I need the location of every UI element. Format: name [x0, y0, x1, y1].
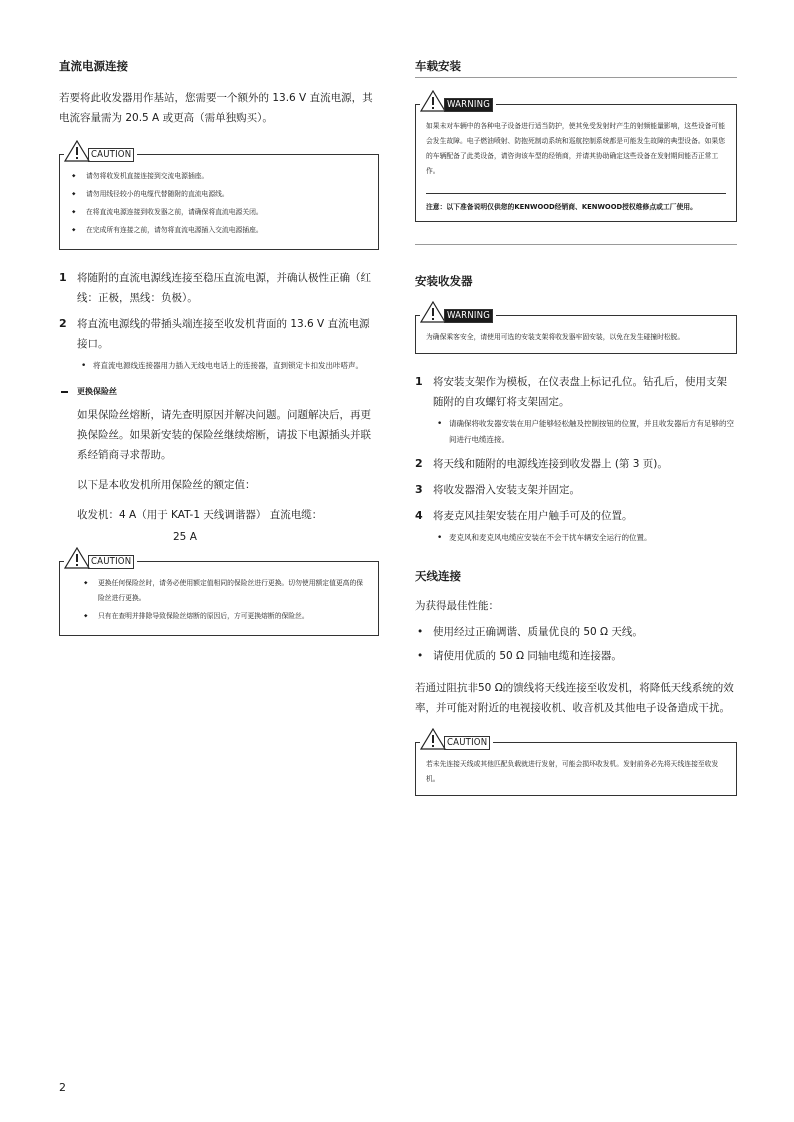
warning-text: 为确保乘客安全，请使用可选的安装支架将收发器牢固安装，以免在发生碰撞时松脱。 — [426, 333, 685, 341]
right-column — [415, 58, 737, 814]
warning-label — [420, 90, 496, 112]
caution-item: ⬥ 请勿将收发机直接连接到交流电源插座。 — [70, 169, 368, 184]
step-item — [415, 506, 737, 546]
caution-item: ⬥ 更换任何保险丝时，请务必使用额定值相同的保险丝进行更换。切勿使用额定值更高的保险丝进行更换。 — [82, 576, 368, 606]
step-text: 将直流电源线的带插头端连接至收发机背面的 13.6 V 直流电源接口。 — [77, 318, 370, 350]
step-text: 将麦克风挂架安装在用户触手可及的位置。 — [433, 510, 633, 522]
step-sub-list — [433, 416, 737, 448]
install-heading: 安装收发器 — [415, 274, 473, 288]
caution-list — [70, 169, 368, 238]
warning-label — [420, 301, 496, 323]
page-number: 2 — [59, 1081, 66, 1094]
warning-text: 如果未对车辆中的各种电子设备进行适当防护，使其免受发射时产生的射频能量影响，这些设备可能会发生故障。电子燃油喷射、防抱死制动系统和巡航控制系统都是可能发生故障的典型设备。如果您的车辆配备了此类设备，请咨询该车型的经销商，并请其协助确定这些设备在发射期间能否正常工作。 — [426, 122, 726, 175]
warning-triangle-icon — [420, 90, 446, 112]
caution-item: ⬥ 请勿用线径较小的电缆代替随附的直流电源线。 — [70, 187, 368, 202]
step-item — [415, 454, 737, 474]
warning-box-car — [415, 99, 737, 222]
warning-triangle-icon — [420, 301, 446, 323]
step-number: 3 — [415, 483, 423, 496]
warning-triangle-icon — [64, 140, 90, 162]
caution-box-antenna — [415, 737, 737, 796]
caution-label-text: CAUTION — [88, 148, 134, 162]
step-sub-list — [433, 530, 737, 546]
step-sub-list — [77, 358, 379, 374]
caution-box-fuse — [59, 556, 379, 636]
fuse-heading: 更换保险丝 — [59, 386, 379, 397]
dc-steps — [59, 268, 379, 374]
step-item — [59, 314, 379, 374]
dc-intro: 若要将此收发器用作基站，您需要一个额外的 13.6 V 直流电源，其电流容量需为 20.5 A 或更高（需单独购买）。 — [59, 92, 373, 124]
warning-box-install — [415, 310, 737, 354]
caution-item: ⬥ 在完成所有连接之前，请勿将直流电源插入交流电源插座。 — [70, 223, 368, 238]
fuse-paragraph: 以下是本收发机所用保险丝的额定值： — [77, 479, 256, 491]
step-sub-item: • 请确保将收发器安装在用户能够轻松触及控制按钮的位置，并且收发器后方有足够的空间进行电缆连接。 — [433, 416, 737, 448]
step-text: 将收发器滑入安装支架并固定。 — [433, 484, 580, 496]
step-number: 4 — [415, 509, 423, 522]
step-number: 1 — [59, 271, 67, 284]
step-sub-item: • 麦克风和麦克风电缆应安装在不会干扰车辆安全运行的位置。 — [433, 530, 737, 546]
caution-label — [64, 547, 137, 569]
caution-label-text: CAUTION — [88, 555, 134, 569]
step-item — [415, 480, 737, 500]
warning-triangle-icon — [64, 547, 90, 569]
caution-item: ⬥ 在将直流电源连接到收发器之前，请确保将直流电源关闭。 — [70, 205, 368, 220]
step-item — [415, 372, 737, 448]
warning-label-text: WARNING — [444, 98, 493, 112]
fuse-paragraph: 收发机：4 A（用于 KAT-1 天线调谐器） 直流电缆： — [77, 509, 323, 521]
step-text: 将随附的直流电源线连接至稳压直流电源，并确认极性正确（红线：正极，黑线：负极）。 — [77, 272, 371, 304]
caution-item: ⬥ 只有在查明并排除导致保险丝熔断的原因后，方可更换熔断的保险丝。 — [82, 609, 368, 624]
antenna-bullet: • 请使用优质的 50 Ω 同轴电缆和连接器。 — [415, 644, 737, 668]
left-column — [59, 58, 379, 654]
antenna-bullets — [415, 620, 737, 668]
step-item — [59, 268, 379, 308]
caution-label-text: CAUTION — [444, 736, 490, 750]
step-number: 2 — [415, 457, 423, 470]
dealer-note: 注意：以下准备说明仅供您的KENWOOD经销商、KENWOOD授权维修点或工厂使用。 — [426, 193, 726, 215]
caution-label — [64, 140, 137, 162]
dc-connection-heading: 直流电源连接 — [59, 59, 128, 73]
fuse-paragraph: 如果保险丝熔断，请先查明原因并解决问题。问题解决后，再更换保险丝。如果新安装的保险丝继续熔断，请拔下电源插头并联系经销商寻求帮助。 — [77, 409, 371, 461]
step-text: 将天线和随附的电源线连接到收发器上 (第 3 页)。 — [433, 458, 668, 470]
warning-triangle-icon — [420, 728, 446, 750]
car-install-heading: 车载安装 — [415, 58, 737, 78]
caution-label — [420, 728, 493, 750]
antenna-bullet: • 使用经过正确调谐、质量优良的 50 Ω 天线。 — [415, 620, 737, 644]
antenna-paragraph: 若通过阻抗非50 Ω的馈线将天线连接至收发机，将降低天线系统的效率，并可能对附近的电视接收机、收音机及其他电子设备造成干扰。 — [415, 682, 734, 714]
caution-list — [70, 576, 368, 624]
caution-box-dc — [59, 149, 379, 250]
step-sub-item: • 将直流电源线连接器用力插入无线电电话上的连接器，直到锁定卡扣发出咔嗒声。 — [77, 358, 379, 374]
antenna-heading: 天线连接 — [415, 569, 461, 583]
step-number: 2 — [59, 317, 67, 330]
antenna-intro: 为获得最佳性能： — [415, 600, 499, 612]
warning-label-text: WARNING — [444, 309, 493, 323]
step-text: 将安装支架作为模板，在仪表盘上标记孔位。钻孔后，使用支架随附的自攻螺钉将支架固定。 — [433, 376, 727, 408]
caution-text: 若未先连接天线或其他匹配负载就进行发射，可能会损坏收发机。发射前务必先将天线连接至收发机。 — [426, 760, 719, 783]
install-steps — [415, 372, 737, 546]
fuse-rating: 25 A — [173, 531, 197, 543]
fuse-section — [59, 405, 379, 547]
step-number: 1 — [415, 375, 423, 388]
install-section — [415, 244, 737, 289]
